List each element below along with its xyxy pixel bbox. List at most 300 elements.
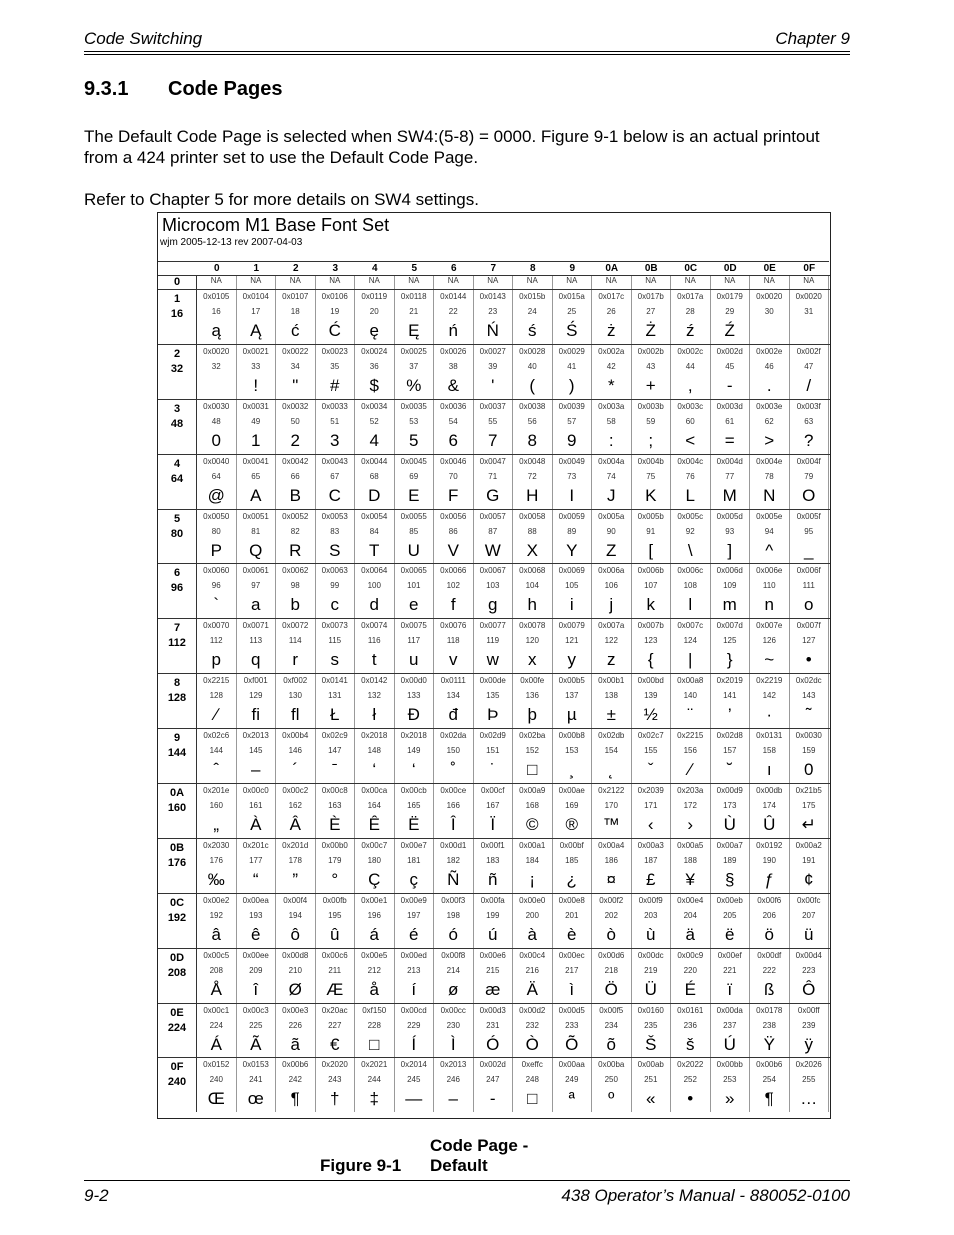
- cell-decimal: 66: [290, 471, 300, 481]
- code-cell: [671, 290, 711, 344]
- cell-unicode: 0x0043: [321, 456, 348, 466]
- cell-glyph: 1: [251, 430, 261, 450]
- cell-unicode: 0x2021: [361, 1060, 388, 1070]
- cell-decimal: 107: [644, 581, 658, 591]
- cell-decimal: 164: [367, 801, 381, 811]
- cell-unicode: 0x0028: [519, 346, 546, 356]
- cell-unicode: 0x004c: [677, 456, 704, 466]
- code-cell: [474, 290, 514, 344]
- cell-decimal: 74: [606, 471, 616, 481]
- code-cell: [237, 455, 277, 509]
- footer-left: 9-2: [84, 1186, 109, 1205]
- code-cell: [434, 894, 474, 948]
- cell-glyph: €: [330, 1034, 340, 1054]
- cell-decimal: 234: [604, 1020, 618, 1030]
- row-label-dec: 240: [167, 1076, 187, 1089]
- cell-glyph: N: [763, 485, 776, 505]
- row-label: [158, 784, 197, 838]
- cell-decimal: 57: [567, 416, 577, 426]
- code-cell: [553, 276, 593, 289]
- code-cell: [434, 784, 474, 838]
- cell-decimal: 152: [525, 746, 539, 756]
- code-cell: [474, 1058, 514, 1112]
- code-cell: [750, 400, 790, 454]
- cell-decimal: 169: [565, 801, 579, 811]
- cell-unicode: 0x006d: [716, 566, 743, 576]
- cell-glyph: S: [329, 540, 341, 560]
- code-cell: [750, 455, 790, 509]
- cell-glyph: W: [484, 540, 501, 560]
- cell-unicode: 0x00a2: [795, 840, 822, 850]
- code-cell: [750, 784, 790, 838]
- cell-decimal: 17: [251, 307, 261, 316]
- cell-decimal: 200: [525, 910, 539, 920]
- cell-glyph: ?: [804, 430, 814, 450]
- code-cell: [316, 510, 356, 564]
- cell-glyph: {: [647, 650, 654, 670]
- cell-unicode: 0x0056: [440, 511, 467, 521]
- cell-decimal: 183: [486, 855, 500, 865]
- cell-decimal: 163: [328, 801, 342, 811]
- cell-decimal: 220: [683, 965, 697, 975]
- cell-unicode: 0x00d0: [400, 676, 427, 686]
- cell-decimal: 21: [409, 307, 419, 316]
- row-label: [158, 894, 197, 948]
- header-left: Code Switching: [84, 29, 203, 48]
- cell-decimal: 179: [328, 855, 342, 865]
- cell-unicode: 0x0074: [361, 621, 388, 631]
- cell-glyph: D: [368, 485, 381, 505]
- cell-decimal: 113: [249, 636, 263, 646]
- cell-decimal: 39: [488, 361, 498, 371]
- cell-unicode: 0x00f5: [599, 1005, 624, 1015]
- cell-decimal: 248: [525, 1075, 539, 1085]
- cell-decimal: 226: [288, 1020, 302, 1030]
- cell-decimal: 109: [723, 581, 737, 591]
- row-label-dec: 144: [167, 747, 187, 760]
- cell-decimal: 108: [683, 581, 697, 591]
- cell-glyph: ﬁ: [251, 705, 260, 725]
- cell-glyph: /: [806, 375, 812, 395]
- column-header: 0E: [750, 261, 790, 276]
- cell-glyph: n: [764, 595, 774, 615]
- code-cell: [513, 455, 553, 509]
- cell-glyph: Ú: [723, 1034, 736, 1054]
- cell-decimal: 144: [209, 746, 223, 756]
- cell-unicode: NA: [566, 276, 578, 285]
- cell-decimal: 205: [723, 910, 737, 920]
- cell-decimal: 79: [804, 471, 814, 481]
- code-cell: [711, 729, 751, 783]
- column-header-corner: [158, 261, 197, 276]
- cell-decimal: 20: [369, 307, 379, 316]
- cell-glyph: Ñ: [447, 869, 460, 889]
- cell-unicode: 0x00c7: [361, 840, 388, 850]
- cell-decimal: 106: [604, 581, 618, 591]
- code-cell: [553, 290, 593, 344]
- cell-unicode: 0xf001: [243, 676, 268, 686]
- cell-decimal: 55: [488, 416, 498, 426]
- cell-glyph: 6: [448, 430, 458, 450]
- code-cell: [553, 345, 593, 399]
- cell-unicode: 0x0026: [440, 346, 467, 356]
- cell-decimal: 148: [367, 746, 381, 756]
- cell-decimal: 46: [764, 361, 774, 371]
- cell-unicode: 0x017a: [677, 292, 704, 301]
- row-label-dec: 192: [167, 911, 187, 924]
- code-cell: [276, 619, 316, 673]
- code-cell: [434, 564, 474, 618]
- code-cell: [790, 949, 830, 1003]
- cell-glyph: Å: [210, 979, 222, 999]
- cell-unicode: 0x002b: [637, 346, 664, 356]
- code-cell: [474, 1004, 514, 1058]
- cell-unicode: 0x00ab: [637, 1060, 664, 1070]
- code-cell: [632, 276, 672, 289]
- code-cell: [355, 345, 395, 399]
- code-cell: [395, 1004, 435, 1058]
- cell-unicode: 0x00df: [757, 950, 782, 960]
- table-row: [158, 673, 830, 728]
- cell-unicode: NA: [803, 276, 815, 285]
- cell-glyph: Õ: [565, 1034, 579, 1054]
- cell-glyph: ö: [764, 924, 774, 944]
- cell-decimal: 242: [288, 1075, 302, 1085]
- cell-glyph: ı: [766, 760, 772, 780]
- cell-glyph: õ: [606, 1034, 616, 1054]
- cell-glyph: ]: [727, 540, 733, 560]
- row-label-hex: 3: [173, 402, 181, 415]
- cell-unicode: NA: [605, 276, 617, 285]
- code-cell: [711, 510, 751, 564]
- code-cell: [513, 400, 553, 454]
- cell-glyph: Û: [763, 815, 776, 835]
- cell-unicode: 0x0111: [440, 676, 466, 686]
- code-cell: [197, 400, 237, 454]
- cell-unicode: 0x00c9: [677, 950, 704, 960]
- cell-glyph: x: [528, 650, 537, 670]
- cell-glyph: ∕: [688, 760, 692, 780]
- cell-unicode: 0x2014: [400, 1060, 427, 1070]
- row-label-hex: 0A: [169, 787, 185, 800]
- code-cell: [790, 400, 830, 454]
- code-cell: [790, 455, 830, 509]
- cell-glyph: ą: [211, 321, 221, 340]
- cell-unicode: 0x0067: [479, 566, 506, 576]
- cell-unicode: 0x00d6: [598, 950, 625, 960]
- code-cell: [434, 400, 474, 454]
- cell-glyph: »: [725, 1089, 735, 1109]
- cell-decimal: 187: [644, 855, 658, 865]
- cell-glyph: Î: [450, 815, 456, 835]
- code-cell: [237, 510, 277, 564]
- code-cell: [592, 276, 632, 289]
- section-title: Code Pages: [168, 78, 283, 100]
- cell-unicode: 0x00a1: [519, 840, 546, 850]
- cell-unicode: 0x0055: [400, 511, 427, 521]
- cell-unicode: 0x017c: [598, 292, 625, 301]
- cell-decimal: 172: [683, 801, 697, 811]
- cell-unicode: 0x00b1: [598, 676, 625, 686]
- code-cell: [197, 345, 237, 399]
- cell-glyph: ê: [251, 924, 261, 944]
- cell-glyph: Ð: [407, 705, 420, 725]
- cell-decimal: 124: [683, 636, 697, 646]
- cell-glyph: |: [688, 650, 693, 670]
- code-cell: [790, 510, 830, 564]
- cell-decimal: 32: [211, 361, 221, 371]
- cell-decimal: 246: [446, 1075, 460, 1085]
- cell-glyph: L: [685, 485, 695, 505]
- cell-unicode: NA: [447, 276, 459, 285]
- cell-decimal: 222: [762, 965, 776, 975]
- cell-glyph: ˚: [450, 760, 457, 780]
- cell-glyph: -: [489, 1089, 496, 1109]
- cell-decimal: 82: [290, 526, 300, 536]
- code-cell: [237, 784, 277, 838]
- cell-decimal: 194: [288, 910, 302, 920]
- cell-decimal: 118: [446, 636, 460, 646]
- cell-unicode: 0x02db: [598, 731, 625, 741]
- cell-decimal: 58: [606, 416, 616, 426]
- code-cell: [197, 1058, 237, 1112]
- cell-decimal: 69: [409, 471, 419, 481]
- cell-glyph: G: [486, 485, 500, 505]
- cell-glyph: U: [407, 540, 420, 560]
- column-header: 0A: [592, 261, 632, 276]
- code-cell: [632, 894, 672, 948]
- cell-decimal: 45: [725, 361, 735, 371]
- cell-decimal: 240: [209, 1075, 223, 1085]
- code-page-figure: [157, 212, 831, 1119]
- cell-unicode: 0x00fe: [520, 676, 545, 686]
- cell-decimal: 31: [804, 307, 814, 316]
- code-cell: [671, 949, 711, 1003]
- cell-glyph: Ò: [525, 1034, 539, 1054]
- code-cell: [355, 276, 395, 289]
- cell-unicode: 0x00c6: [321, 950, 348, 960]
- code-cell: [355, 619, 395, 673]
- cell-unicode: 0x00c1: [203, 1005, 230, 1015]
- cell-glyph: H: [526, 485, 539, 505]
- cell-unicode: 0x00e1: [361, 895, 388, 905]
- cell-decimal: 33: [251, 361, 261, 371]
- cell-unicode: 0x0079: [558, 621, 585, 631]
- row-label-dec: 64: [170, 472, 184, 485]
- cell-unicode: 0x0054: [361, 511, 388, 521]
- cell-decimal: 127: [802, 636, 816, 646]
- code-cell: [395, 400, 435, 454]
- cell-unicode: NA: [368, 276, 380, 285]
- code-cell: [237, 276, 277, 289]
- cell-unicode: 0x0071: [242, 621, 269, 631]
- cell-unicode: 0x00c5: [203, 950, 230, 960]
- cell-glyph: ó: [448, 924, 458, 944]
- cell-unicode: 0x004f: [796, 456, 821, 466]
- cell-decimal: 133: [407, 691, 421, 701]
- cell-unicode: 0x00e6: [479, 950, 506, 960]
- table-row: [158, 1003, 830, 1058]
- code-cell: [750, 619, 790, 673]
- cell-unicode: 0x0078: [519, 621, 546, 631]
- cell-decimal: 96: [211, 581, 221, 591]
- code-cell: [474, 564, 514, 618]
- cell-glyph: ł: [372, 705, 377, 725]
- cell-glyph: á: [369, 924, 379, 944]
- cell-glyph: œ: [247, 1089, 264, 1109]
- code-cell: [750, 1058, 790, 1112]
- code-cell: [237, 400, 277, 454]
- cell-decimal: 203: [644, 910, 658, 920]
- cell-unicode: 0x002d: [716, 346, 743, 356]
- cell-glyph: ź: [686, 321, 695, 340]
- cell-glyph: đ: [448, 705, 458, 725]
- code-cell: [632, 949, 672, 1003]
- code-cell: [237, 290, 277, 344]
- cell-glyph: ¨: [687, 705, 694, 725]
- cell-decimal: 146: [288, 746, 302, 756]
- code-cell: [197, 1004, 237, 1058]
- cell-glyph: h: [527, 595, 537, 615]
- header-right: Chapter 9: [775, 29, 850, 48]
- cell-decimal: 104: [525, 581, 539, 591]
- cell-decimal: 43: [646, 361, 656, 371]
- row-label: [158, 729, 197, 783]
- cell-glyph: §: [725, 869, 735, 889]
- cell-unicode: NA: [526, 276, 538, 285]
- cell-decimal: 147: [328, 746, 342, 756]
- cell-decimal: 48: [211, 416, 221, 426]
- cell-decimal: 170: [604, 801, 618, 811]
- table-row: [158, 783, 830, 838]
- caption-number: Figure 9-1: [320, 1156, 402, 1175]
- cell-unicode: 0x003e: [756, 401, 783, 411]
- cell-decimal: 189: [723, 855, 737, 865]
- cell-unicode: 0x2030: [203, 840, 230, 850]
- cell-decimal: 161: [249, 801, 263, 811]
- cell-unicode: 0x0045: [400, 456, 427, 466]
- cell-glyph: ã: [290, 1034, 300, 1054]
- cell-decimal: 209: [249, 965, 263, 975]
- cell-unicode: NA: [645, 276, 657, 285]
- cell-unicode: 0x00de: [479, 676, 506, 686]
- cell-unicode: 0x00d9: [716, 786, 743, 796]
- cell-decimal: 123: [644, 636, 658, 646]
- cell-unicode: 0x0021: [242, 346, 269, 356]
- cell-decimal: 201: [565, 910, 579, 920]
- code-cell: [434, 1058, 474, 1112]
- column-header: 6: [434, 261, 474, 276]
- cell-glyph: (: [529, 375, 536, 395]
- cell-glyph: î: [253, 979, 259, 999]
- row-label: [158, 619, 197, 673]
- figure-caption: [320, 1136, 540, 1176]
- cell-glyph: C: [328, 485, 341, 505]
- cell-glyph: ¶: [764, 1089, 774, 1109]
- cell-unicode: 0x2019: [716, 676, 743, 686]
- code-cell: [632, 674, 672, 728]
- cell-unicode: 0x0059: [558, 511, 585, 521]
- cell-glyph: k: [646, 595, 655, 615]
- cell-decimal: 230: [446, 1020, 460, 1030]
- cell-glyph: Y: [566, 540, 578, 560]
- column-header: 5: [395, 261, 435, 276]
- code-cell: [711, 290, 751, 344]
- cell-decimal: 223: [802, 965, 816, 975]
- code-cell: [276, 1004, 316, 1058]
- cell-decimal: 128: [209, 691, 223, 701]
- cell-unicode: 0x005d: [716, 511, 743, 521]
- cell-decimal: 233: [565, 1020, 579, 1030]
- cell-glyph: ’: [727, 705, 732, 725]
- cell-decimal: 136: [525, 691, 539, 701]
- code-table: [158, 261, 830, 1112]
- code-cell: [316, 784, 356, 838]
- cell-unicode: 0x0161: [677, 1005, 704, 1015]
- cell-glyph: ^: [765, 540, 774, 560]
- cell-unicode: 0x2013: [242, 731, 269, 741]
- cell-glyph: “: [252, 869, 259, 889]
- cell-decimal: 68: [369, 471, 379, 481]
- code-cell: [197, 839, 237, 893]
- cell-glyph: 7: [488, 430, 498, 450]
- figure-subtitle: wjm 2005-12-13 rev 2007-04-03: [160, 237, 303, 248]
- table-row: [158, 618, 830, 673]
- table-row: [158, 1057, 830, 1112]
- code-cell: [197, 510, 237, 564]
- code-cell: [671, 276, 711, 289]
- code-cell: [671, 345, 711, 399]
- cell-unicode: 0x0044: [361, 456, 388, 466]
- cell-unicode: 0x0023: [321, 346, 348, 356]
- paragraph-1: The Default Code Page is selected when SW4:(5-8) = 0000. Figure 9-1 below is an actual printout from a 424 printer set to use the Default Code Page.: [84, 127, 820, 167]
- cell-glyph: B: [289, 485, 301, 505]
- cell-glyph: :: [608, 430, 614, 450]
- cell-unicode: 0x00e3: [282, 1005, 309, 1015]
- cell-unicode: 0x004a: [598, 456, 625, 466]
- cell-unicode: 0x00f9: [638, 895, 663, 905]
- code-cell: [790, 894, 830, 948]
- cell-glyph: g: [488, 595, 498, 615]
- cell-glyph: ;: [648, 430, 654, 450]
- row-label-dec: 176: [167, 856, 187, 869]
- cell-unicode: 0x0046: [440, 456, 467, 466]
- cell-unicode: 0x00e5: [361, 950, 388, 960]
- figure-title: Microcom M1 Base Font Set: [162, 215, 390, 235]
- cell-glyph: ~: [764, 650, 775, 670]
- code-cell: [316, 400, 356, 454]
- code-cell: [592, 455, 632, 509]
- cell-unicode: 0xeffc: [521, 1060, 543, 1070]
- cell-decimal: 178: [288, 855, 302, 865]
- table-row: [158, 509, 830, 564]
- cell-unicode: 0x0020: [756, 292, 783, 301]
- cell-decimal: 241: [249, 1075, 263, 1085]
- cell-unicode: NA: [408, 276, 420, 285]
- cell-decimal: 53: [409, 416, 419, 426]
- cell-decimal: 126: [762, 636, 776, 646]
- code-cell: [711, 1058, 751, 1112]
- code-cell: [395, 1058, 435, 1112]
- cell-decimal: 239: [802, 1020, 816, 1030]
- row-label-dec: 48: [170, 417, 184, 430]
- cell-glyph: 0: [804, 760, 814, 780]
- cell-unicode: 0x02c9: [321, 731, 348, 741]
- cell-decimal: 207: [802, 910, 816, 920]
- cell-glyph: A: [250, 485, 262, 505]
- code-cell: [434, 510, 474, 564]
- cell-decimal: 138: [604, 691, 618, 701]
